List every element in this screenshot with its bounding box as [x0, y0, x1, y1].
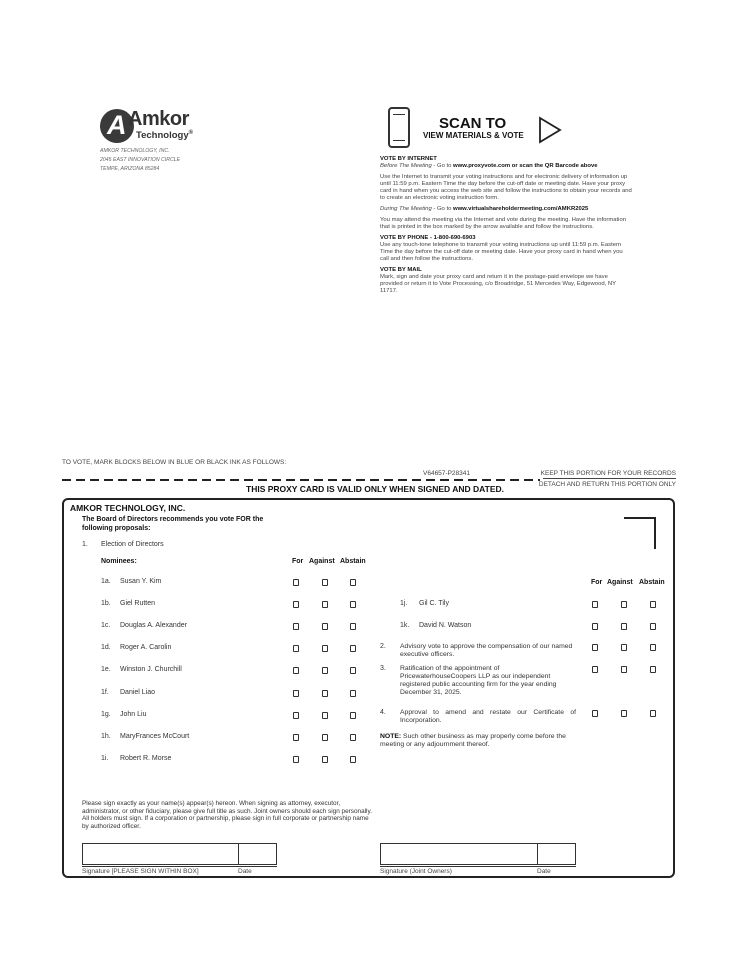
during-text: You may attend the meeting via the Internet and vote during the meeting. Have the information that is printed in the box marked by the arrow available and follow the instructions.: [380, 217, 627, 230]
voting-instructions: [380, 156, 632, 295]
keep-portion-text: KEEP THIS PORTION FOR YOUR RECORDS: [540, 470, 676, 477]
nominee-code: 1j.: [400, 600, 408, 607]
signing-instructions: Please sign exactly as your name(s) appear(s) hereon. When signing as attorney, executor, administrator, or other fiduciary, please give full title as such. Joint owners should each sign personally. All holders must sign. If a corporation or partnership, please sign in full corporate or partnership name by authorized officer.: [82, 800, 372, 830]
nominee-1f-for-checkbox[interactable]: [293, 690, 299, 697]
col-abstain-left: Abstain: [340, 558, 366, 565]
logo-name: Amkor: [128, 108, 189, 130]
nominee-1f-against-checkbox[interactable]: [322, 690, 328, 697]
during-label: During The Meeting: [380, 206, 432, 212]
proxyvote-link[interactable]: www.proxyvote.com: [453, 163, 511, 169]
scan-subtitle: VIEW MATERIALS & VOTE: [423, 131, 524, 140]
nominee-1e-abstain-checkbox[interactable]: [350, 667, 356, 674]
nominee-code: 1i.: [101, 754, 109, 762]
nominee-1k-against-checkbox[interactable]: [621, 623, 627, 630]
nominee-1e-against-checkbox[interactable]: [322, 667, 328, 674]
nominee-1k-abstain-checkbox[interactable]: [650, 623, 656, 630]
phone-icon: [388, 107, 410, 148]
nominee-1b-for-checkbox[interactable]: [293, 601, 299, 608]
joint-signature-label: Signature (Joint Owners): [380, 868, 452, 875]
nominee-name: Giel Rutten: [120, 600, 156, 608]
nominee-1d-against-checkbox[interactable]: [322, 645, 328, 652]
nominee-1j-for-checkbox[interactable]: [592, 601, 598, 608]
proposal-3-abstain-checkbox[interactable]: [650, 666, 656, 673]
nominee-name: MaryFrances McCourt: [120, 732, 190, 740]
nominee-code: 1c.: [101, 622, 111, 630]
nominee-1b-against-checkbox[interactable]: [322, 601, 328, 608]
internet-text: Use the Internet to transmit your voting instructions and for electronic delivery of information up until 11:59 p.m. Eastern Time the day before the cut-off date or meeting date. Have your proxy card in hand when you access the web site and follow the instructions to obtain your records and to create an electronic voting instruction form.: [380, 174, 632, 201]
corner-mark: [624, 517, 656, 549]
virtual-meeting-link[interactable]: www.virtualshareholdermeeting.com/AMKR2025: [453, 206, 589, 212]
joint-date-label: Date: [537, 868, 551, 875]
nominee-code: 1b.: [101, 600, 111, 608]
col-abstain-right: Abstain: [639, 579, 665, 586]
during-meeting-line: [380, 206, 632, 213]
nominee-1i-for-checkbox[interactable]: [293, 756, 299, 763]
nominee-1j-against-checkbox[interactable]: [621, 601, 627, 608]
scan-title: SCAN TO: [439, 115, 507, 132]
nominee-1i-against-checkbox[interactable]: [322, 756, 328, 763]
nominee-1g-for-checkbox[interactable]: [293, 712, 299, 719]
nominee-1a-for-checkbox[interactable]: [293, 579, 299, 586]
nominee-1k-for-checkbox[interactable]: [592, 623, 598, 630]
nominees-header: Nominees:: [101, 558, 137, 565]
nominee-1h-abstain-checkbox[interactable]: [350, 734, 356, 741]
nominee-name: David N. Watson: [419, 622, 472, 629]
col-against-left: Against: [309, 558, 335, 565]
keep-underline: [543, 478, 676, 479]
logo-technology: [136, 130, 193, 141]
note-label: NOTE:: [380, 733, 402, 740]
proposal-4-against-checkbox[interactable]: [621, 710, 627, 717]
mail-text: Mark, sign and date your proxy card and return it in the postage-paid envelope we have provided or return it to Vote Processing, c/o Broadridge, 51 Mercedes Way, Edgewood, NY 11717.: [380, 274, 616, 294]
nominee-1c-for-checkbox[interactable]: [293, 623, 299, 630]
detach-dashed-line: [62, 479, 540, 481]
col-for-left: For: [292, 558, 304, 565]
proposal-number: 4.: [380, 709, 386, 716]
note: [380, 733, 576, 749]
nominee-1d-for-checkbox[interactable]: [293, 645, 299, 652]
mail-heading: VOTE BY MAIL: [380, 267, 422, 273]
nominee-code: 1h.: [101, 732, 111, 740]
proposal-text: Ratification of the appointment of PricewaterhouseCoopers LLP as our independent registered public accounting firm for the year ending December 31, 2025.: [400, 665, 557, 696]
board-recommendation: The Board of Directors recommends you vote FOR the following proposals:: [82, 516, 264, 532]
nominee-code: 1e.: [101, 666, 111, 674]
nominee-code: 1a.: [101, 578, 111, 585]
nominee-1j-abstain-checkbox[interactable]: [650, 601, 656, 608]
proposal-4-abstain-checkbox[interactable]: [650, 710, 656, 717]
nominee-name: Robert R. Morse: [120, 754, 172, 762]
nominee-1g-abstain-checkbox[interactable]: [350, 712, 356, 719]
play-arrow-icon: [538, 116, 562, 144]
nominee-code: 1f.: [101, 688, 109, 696]
card-company-name: AMKOR TECHNOLOGY, INC.: [70, 503, 186, 513]
phone-text: Use any touch-tone telephone to transmit your voting instructions up until 11:59 p.m. Eastern Time the day before the cut-off date or meeting date. Have your proxy card in hand when you call and then follow the instructions.: [380, 242, 623, 262]
proposal-3-for-checkbox[interactable]: [592, 666, 598, 673]
item1-label: Election of Directors: [101, 541, 164, 548]
nominee-1i-abstain-checkbox[interactable]: [350, 756, 356, 763]
address-line-3: TEMPE, ARIZONA 85284: [100, 166, 160, 172]
joint-date-box[interactable]: [537, 843, 576, 865]
date-box[interactable]: [238, 843, 277, 865]
logo-a-glyph: A: [107, 110, 127, 140]
proposal-2-against-checkbox[interactable]: [621, 644, 627, 651]
logo-sub: Technology: [136, 130, 189, 141]
nominee-1b-abstain-checkbox[interactable]: [350, 601, 356, 608]
detach-portion-text: DETACH AND RETURN THIS PORTION ONLY: [538, 481, 676, 488]
item1-number: 1.: [82, 541, 88, 548]
control-code: V64657-P28341: [423, 470, 470, 477]
nominee-code: 1g.: [101, 710, 111, 718]
nominee-1a-abstain-checkbox[interactable]: [350, 579, 356, 586]
address-line-1: AMKOR TECHNOLOGY, INC.: [100, 148, 170, 154]
nominee-1h-against-checkbox[interactable]: [322, 734, 328, 741]
nominee-1g-against-checkbox[interactable]: [322, 712, 328, 719]
mark-instructions: TO VOTE, MARK BLOCKS BELOW IN BLUE OR BLACK INK AS FOLLOWS:: [62, 459, 287, 466]
company-address: [100, 147, 180, 174]
nominee-1c-abstain-checkbox[interactable]: [350, 623, 356, 630]
address-line-2: 2045 EAST INNOVATION CIRCLE: [100, 157, 181, 163]
nominee-1c-against-checkbox[interactable]: [322, 623, 328, 630]
proposal-text: Advisory vote to approve the compensation of our named executive officers.: [400, 643, 573, 658]
nominee-code: 1d.: [101, 644, 111, 652]
nominee-name: Winston J. Churchill: [120, 666, 182, 674]
col-against-right: Against: [607, 579, 633, 586]
date-label: Date: [238, 868, 252, 875]
signature-box[interactable]: [82, 843, 239, 865]
nominee-name: Gil C. Tily: [419, 600, 449, 607]
nominee-1h-for-checkbox[interactable]: [293, 734, 299, 741]
before-end: or scan the QR Barcode above: [510, 163, 598, 169]
joint-signature-line: [380, 866, 576, 867]
signature-line: [82, 866, 277, 867]
nominee-name: Susan Y. Kim: [120, 578, 162, 585]
logo-reg: ®: [188, 130, 194, 136]
proposal-text: Approval to amend and restate our Certificate of Incorporation.: [400, 709, 576, 724]
before-label: Before The Meeting: [380, 163, 432, 169]
internet-heading: VOTE BY INTERNET: [380, 156, 437, 162]
joint-signature-box[interactable]: [380, 843, 538, 865]
proposal-3-against-checkbox[interactable]: [621, 666, 627, 673]
proposal-number: 3.: [380, 665, 386, 672]
proposal-4-for-checkbox[interactable]: [592, 710, 598, 717]
before-mid: - Go to: [431, 163, 454, 169]
signature-label: Signature [PLEASE SIGN WITHIN BOX]: [82, 868, 199, 875]
nominee-name: John Liu: [120, 710, 147, 718]
nominee-name: Daniel Liao: [120, 688, 156, 696]
nominee-1a-against-checkbox[interactable]: [322, 579, 328, 586]
valid-notice: THIS PROXY CARD IS VALID ONLY WHEN SIGNED AND DATED.: [246, 484, 505, 494]
proposal-2-abstain-checkbox[interactable]: [650, 644, 656, 651]
nominee-code: 1k.: [400, 622, 410, 629]
proposal-2-for-checkbox[interactable]: [592, 644, 598, 651]
nominee-1d-abstain-checkbox[interactable]: [350, 645, 356, 652]
proposal-number: 2.: [380, 643, 386, 650]
nominee-1f-abstain-checkbox[interactable]: [350, 690, 356, 697]
nominee-name: Douglas A. Alexander: [120, 622, 187, 630]
col-for-right: For: [591, 579, 603, 586]
nominee-name: Roger A. Carolin: [120, 644, 172, 652]
note-text: Such other business as may properly come before the meeting or any adjournment thereof.: [380, 733, 566, 748]
before-meeting-line: [380, 163, 632, 170]
during-mid: - Go to: [431, 206, 454, 212]
nominee-1e-for-checkbox[interactable]: [293, 667, 299, 674]
phone-heading: VOTE BY PHONE - 1-800-690-6903: [380, 235, 476, 241]
